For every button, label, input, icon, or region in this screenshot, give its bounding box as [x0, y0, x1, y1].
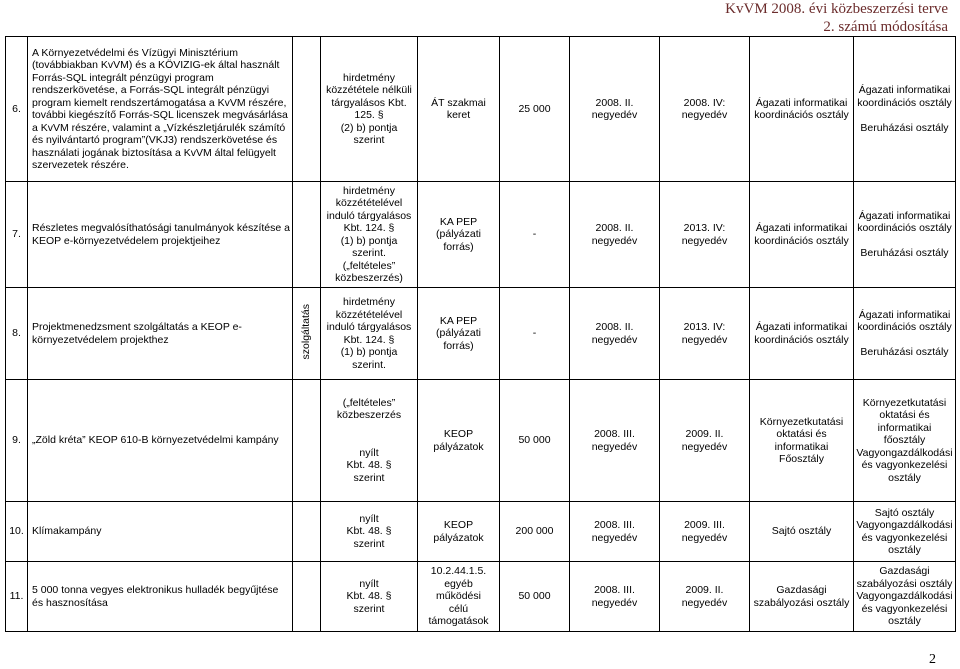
responsible-unit-line: koordinációs osztály — [754, 234, 849, 247]
procedure-type-line: tárgyalásos Kbt. — [331, 96, 407, 109]
procedure-type-line: hirdetmény — [343, 71, 395, 84]
responsible-unit — [750, 288, 854, 380]
row-number: 9. — [6, 380, 28, 502]
responsible-unit-line: oktatási és — [776, 428, 827, 440]
funding-source-line: támogatások — [428, 615, 489, 628]
description: „Zöld kréta” KEOP 610-B környezetvédelmi kampány — [28, 380, 293, 502]
funding-source — [418, 37, 500, 182]
start-date — [570, 562, 660, 632]
involved-units-line: szabályozási osztály — [856, 577, 953, 590]
end-date — [660, 288, 750, 380]
start-date-line: negyedév — [591, 333, 638, 346]
procedure-type-line: (1) b) pontja — [340, 346, 398, 358]
description: Részletes megvalósíthatósági tanulmányok készítése a KEOP e-környezetvédelem projektjeihez — [28, 182, 293, 288]
funding-source-line: KA PEP — [439, 314, 478, 327]
responsible-unit-line: szabályozási osztály — [753, 596, 850, 609]
procurement-table — [5, 36, 956, 632]
start-date-line: 2008. II. — [595, 222, 634, 234]
procedure-type-line: Kbt. 48. § — [346, 590, 392, 603]
end-date-line: 2008. IV: — [683, 96, 726, 109]
procurement-type — [293, 380, 321, 502]
procedure-type-line: közbeszerzés) — [335, 272, 403, 284]
table-row — [6, 380, 956, 502]
responsible-unit-line: Gazdasági — [776, 584, 827, 596]
responsible-unit — [750, 502, 854, 562]
procedure-type — [321, 562, 418, 632]
involved-units-line: Vagyongazdálkodási — [856, 446, 953, 459]
end-date-line: 2009. II. — [685, 584, 724, 596]
involved-units-line: osztály — [888, 544, 921, 556]
funding-source-line: (pályázati — [436, 327, 481, 340]
start-date — [570, 380, 660, 502]
procurement-type — [293, 562, 321, 632]
responsible-unit-line: Főosztály — [779, 453, 824, 465]
estimated-amount: 50 000 — [500, 562, 570, 632]
end-date — [660, 380, 750, 502]
involved-units — [854, 380, 956, 502]
procedure-type-line: hirdetmény — [343, 184, 395, 197]
involved-units — [854, 288, 956, 380]
involved-units-line: koordinációs osztály — [857, 222, 952, 234]
end-date-line: negyedév — [681, 440, 728, 453]
end-date-line: negyedév — [681, 109, 728, 121]
table-row — [6, 37, 956, 182]
end-date — [660, 37, 750, 182]
end-date — [660, 502, 750, 562]
funding-source-line: forrás) — [443, 339, 474, 352]
description: A Környezetvédelmi és Vízügyi Minisztérium (továbbiakban KvVM) és a KÖVIZIG-ek által használt Forrás-SQL integrált pénzügyi program rendszerkövetése, a Forrás-SQL integrált pénzügyi program kiemelt rendszertámogatása a KvVM részére, további kiegészítő Forrás-SQL licenszek megvásárlása a KvVM részére, valamint a „Vízkészletjárulék számító és nyilvántartó program”(VKJ3) rendszerkövetése és használati jogának biztosítása a KvVM által felügyelt szervezetek részére. — [28, 37, 293, 182]
involved-units-line: osztály — [888, 471, 921, 484]
start-date-line: 2008. III. — [594, 428, 635, 440]
procedure-type-line — [323, 422, 415, 435]
procedure-type — [321, 182, 418, 288]
start-date-line: negyedév — [591, 234, 638, 247]
responsible-unit-line: Sajtó osztály — [771, 525, 832, 538]
involved-units-line: Beruházási osztály — [860, 121, 949, 134]
funding-source-line: működési — [436, 590, 481, 603]
start-date-line: 2008. II. — [595, 96, 634, 109]
procedure-type-line: nyílt — [359, 512, 379, 525]
procedure-type-line: Kbt. 124. § — [343, 333, 395, 346]
end-date — [660, 562, 750, 632]
funding-source — [418, 288, 500, 380]
funding-source-line: pályázatok — [433, 531, 484, 544]
involved-units-line: Környezetkutatási — [862, 396, 947, 409]
involved-units — [854, 182, 956, 288]
procurement-type-text: szolgáltatás — [300, 304, 313, 360]
involved-units-line: és vagyonkezelési — [861, 602, 948, 615]
description: Projektmenedzsment szolgáltatás a KEOP e-környezetvédelem projekthez — [28, 288, 293, 380]
procedure-type-line: Kbt. 48. § — [346, 525, 392, 538]
end-date — [660, 182, 750, 288]
procedure-type-line: („feltételes” — [342, 396, 396, 409]
responsible-unit-line: Ágazati informatikai — [755, 96, 848, 109]
responsible-unit-line: Ágazati informatikai — [755, 321, 848, 333]
procurement-type — [293, 502, 321, 562]
start-date — [570, 37, 660, 182]
responsible-unit — [750, 380, 854, 502]
start-date-line: 2008. II. — [595, 321, 634, 333]
involved-units-line: Gazdasági — [879, 565, 930, 578]
procedure-type — [321, 502, 418, 562]
row-number: 6. — [6, 37, 28, 182]
document-subtitle: 2. számú módosítása — [823, 19, 948, 35]
involved-units-line: Ágazati informatikai — [858, 308, 951, 321]
involved-units-line: Vagyongazdálkodási — [856, 590, 953, 603]
funding-source-line: ÁT szakmai — [431, 96, 486, 109]
funding-source — [418, 380, 500, 502]
table-row — [6, 502, 956, 562]
procedure-type-line — [323, 434, 415, 447]
responsible-unit — [750, 37, 854, 182]
funding-source-line: célú — [448, 602, 469, 615]
involved-units-line: és vagyonkezelési — [861, 459, 948, 472]
funding-source — [418, 502, 500, 562]
funding-source-line: KEOP — [443, 519, 474, 531]
start-date-line: 2008. III. — [594, 519, 635, 531]
involved-units-line: koordinációs osztály — [857, 96, 952, 109]
estimated-amount: - — [500, 288, 570, 380]
funding-source-line: KEOP — [443, 428, 474, 440]
row-number: 10. — [6, 502, 28, 562]
row-number: 8. — [6, 288, 28, 380]
procedure-type-line: közbeszerzés — [336, 409, 402, 422]
funding-source-line: keret — [446, 109, 471, 121]
start-date-line: negyedév — [591, 440, 638, 453]
involved-units — [854, 502, 956, 562]
funding-source-line: KA PEP — [439, 215, 478, 228]
involved-units-line: Beruházási osztály — [860, 346, 949, 358]
responsible-unit-line: Környezetkutatási — [759, 415, 844, 428]
description: Klímakampány — [28, 502, 293, 562]
procurement-type — [293, 37, 321, 182]
involved-units-line: Ágazati informatikai — [858, 209, 951, 222]
procedure-type-line: közzétételével — [335, 197, 403, 209]
start-date-line: negyedév — [591, 531, 638, 544]
funding-source — [418, 562, 500, 632]
start-date-line: negyedév — [591, 596, 638, 609]
end-date-line: 2013. IV: — [683, 222, 726, 234]
procedure-type-line: („feltételes” — [342, 259, 396, 272]
procedure-type-line: szerint — [353, 134, 385, 146]
procedure-type-line: induló tárgyalásos — [326, 321, 412, 333]
funding-source-line: pályázatok — [433, 440, 484, 453]
involved-units — [854, 562, 956, 632]
involved-units-line — [856, 109, 953, 122]
start-date — [570, 182, 660, 288]
end-date-line: 2009. III. — [684, 519, 725, 531]
procedure-type-line: (1) b) pontja — [340, 234, 398, 247]
estimated-amount: - — [500, 182, 570, 288]
page-number: 2 — [929, 652, 936, 667]
procedure-type-line: Kbt. 48. § — [346, 459, 392, 472]
procedure-type-line: szerint. — [352, 247, 386, 259]
procedure-type-line: közzététele nélküli — [326, 84, 412, 96]
funding-source — [418, 182, 500, 288]
responsible-unit-line: koordinációs osztály — [754, 333, 849, 346]
estimated-amount: 50 000 — [500, 380, 570, 502]
start-date — [570, 502, 660, 562]
involved-units-line — [856, 235, 953, 248]
involved-units-line — [856, 334, 953, 347]
table-row — [6, 288, 956, 380]
involved-units-line: főosztály — [883, 434, 926, 447]
responsible-unit-line: informatikai — [774, 440, 829, 453]
start-date-line: 2008. III. — [594, 584, 635, 596]
row-number: 7. — [6, 182, 28, 288]
procedure-type — [321, 380, 418, 502]
funding-source-line: forrás) — [443, 240, 474, 253]
involved-units-line: Vagyongazdálkodási — [856, 519, 953, 531]
funding-source-line: egyéb — [444, 577, 473, 590]
procedure-type-line: nyílt — [359, 446, 379, 459]
procedure-type-line: (2) b) pontja — [340, 121, 398, 134]
table-row — [6, 182, 956, 288]
procedure-type-line: induló tárgyalásos — [326, 209, 412, 222]
procedure-type — [321, 288, 418, 380]
procedure-type-line: szerint — [353, 602, 385, 615]
procurement-type — [293, 288, 321, 380]
procedure-type — [321, 37, 418, 182]
start-date-line: negyedév — [591, 109, 638, 121]
procedure-type-line: közzétételével — [335, 308, 403, 321]
responsible-unit — [750, 182, 854, 288]
end-date-line: 2013. IV: — [683, 321, 726, 333]
description: 5 000 tonna vegyes elektronikus hulladék begyűjtése és hasznosítása — [28, 562, 293, 632]
procedure-type-line: 125. § — [354, 109, 384, 121]
document-title: KvVM 2008. évi közbeszerzési terve — [725, 1, 948, 17]
funding-source-line: (pályázati — [436, 228, 481, 241]
estimated-amount: 200 000 — [500, 502, 570, 562]
procurement-type — [293, 182, 321, 288]
involved-units-line: Ágazati informatikai — [858, 84, 951, 96]
involved-units-line: Beruházási osztály — [860, 247, 949, 259]
involved-units-line: oktatási és — [879, 409, 930, 422]
procedure-type-line: szerint — [353, 471, 385, 484]
end-date-line: negyedév — [681, 596, 728, 609]
table-row — [6, 562, 956, 632]
involved-units-line: és vagyonkezelési — [861, 531, 948, 544]
procedure-type-line: Kbt. 124. § — [343, 222, 395, 234]
estimated-amount: 25 000 — [500, 37, 570, 182]
procedure-type-line: nyílt — [359, 577, 379, 590]
procedure-type-line: hirdetmény — [343, 296, 395, 308]
responsible-unit-line: koordinációs osztály — [754, 109, 849, 121]
responsible-unit — [750, 562, 854, 632]
procedure-type-line: szerint. — [352, 358, 386, 371]
procedure-type-line: szerint — [353, 537, 385, 550]
funding-source-line: 10.2.44.1.5. — [430, 565, 487, 578]
row-number: 11. — [6, 562, 28, 632]
involved-units-line: koordinációs osztály — [857, 321, 952, 333]
end-date-line: negyedév — [681, 234, 728, 247]
involved-units-line: Sajtó osztály — [874, 506, 935, 519]
start-date — [570, 288, 660, 380]
responsible-unit-line: Ágazati informatikai — [755, 222, 848, 234]
end-date-line: 2009. II. — [685, 428, 724, 440]
involved-units-line: informatikai — [877, 421, 932, 434]
involved-units — [854, 37, 956, 182]
end-date-line: negyedév — [681, 531, 728, 544]
end-date-line: negyedév — [681, 333, 728, 346]
involved-units-line: osztály — [888, 615, 921, 628]
